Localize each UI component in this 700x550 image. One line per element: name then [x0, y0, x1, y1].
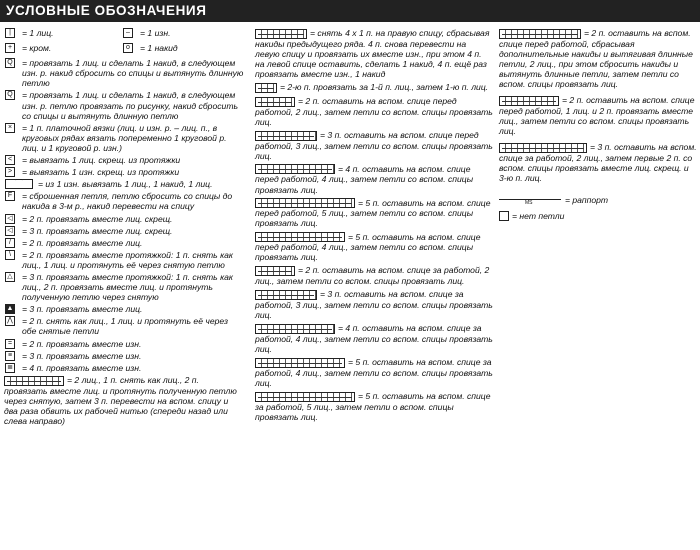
legend-item	[122, 28, 240, 39]
legend-item	[255, 232, 493, 263]
cable-5-5-front-symbol-icon	[255, 198, 355, 208]
legend-text: = 2 п. оставить на вспом. спице перед работой, 2 лиц., затем петли со вспом. спицы провязать лиц.	[255, 95, 493, 127]
legend-item	[255, 357, 493, 388]
legend-text: = 2 п. провязать вместе лиц.	[22, 237, 143, 248]
legend-item	[4, 351, 244, 361]
legend-text: = 1 лиц.	[22, 28, 54, 38]
knit-twisted-bar-symbol-icon: <	[5, 155, 15, 165]
cable-3-3-front-symbol-icon	[255, 131, 317, 141]
yarn-over-symbol-icon: o	[123, 43, 133, 53]
legend-text: = 2 п. провязать вместе лиц. скрещ.	[22, 213, 173, 224]
legend-text: = 1 п. платочной вязки (лиц. и изн. р. – лиц. п., в круговых рядах вязать попеременно 1 круговой р. лиц. и 1 круговой р. изн.)	[22, 122, 227, 153]
legend-column-2	[255, 28, 493, 425]
legend-text: = раппорт	[565, 195, 609, 206]
k2tog-twisted-symbol-icon: ◁	[5, 214, 15, 224]
legend-text: = 5 п. оставить на вспом. спице перед работой, 4 лиц., затем петли со вспом. спицы провязать лиц.	[255, 231, 481, 263]
legend-text: = 2 лиц., 1 п. снять как лиц., 2 п. провязать вместе лиц. и протянуть полученную петлю через снятую, затем 3 п. перевести на вспом. спицу и два раза обвить их рабочей нитью (спереди назад или слева направо)	[4, 374, 237, 426]
legend-item	[255, 289, 493, 320]
legend-text: = 4 п. оставить на вспом. спице перед работой, 4 лиц., затем петли со вспом. спицы провязать лиц.	[255, 163, 474, 195]
legend-text: = 3 п. провязать вместе изн.	[22, 350, 142, 361]
legend-text: = 2 п. оставить на вспом. спице за работой, 2 лиц., затем петли со вспом. спицы провязать лиц.	[255, 265, 490, 287]
legend-text: = 3 п. оставить на вспом. спице за работой, 2 лиц., затем первые 2 п. со вспом. спицы провязать вместе лиц. скрещ. и 3-ю п. лиц.	[499, 142, 697, 184]
legend-item	[4, 123, 244, 153]
cable-5-4-front-symbol-icon	[255, 232, 345, 242]
elongated-loop-pattern-symbol-icon: Q	[5, 90, 15, 100]
dropped-stitch-symbol-icon: F	[5, 191, 15, 201]
cable-5-4-back-symbol-icon	[255, 358, 345, 368]
cable-4-4-front-symbol-icon	[255, 164, 335, 174]
ssk-symbol-icon: \	[5, 250, 15, 260]
legend-text: = 2 п. оставить на вспом. спице перед работой, 1 лиц. и 2 п. провязать вместе лиц., затем петли со вспом. спицы провязать лиц.	[499, 95, 695, 137]
cable-2-2-front-symbol-icon	[255, 97, 295, 107]
k3tog-symbol-icon: ▲	[6, 305, 14, 313]
legend-column-3	[499, 28, 697, 221]
double-decrease-symbol-icon: ⋀	[5, 316, 15, 326]
legend-text: = 3 п. оставить на вспом. спице за работой, 3 лиц., затем петли со вспом. спицы провязать лиц.	[255, 289, 493, 321]
legend-item	[4, 191, 244, 211]
legend-text: = сброшенная петля, петлю сбросить со спицы до накида в 3-м р., накид перевести на спицу	[22, 191, 233, 212]
legend-text: = нет петли	[512, 211, 565, 222]
legend-item	[4, 339, 244, 349]
legend-item	[4, 272, 244, 302]
legend-text: = провязать 1 лиц. и сделать 1 накид, в следующем изн. р. накид сбросить со спицы и вытянуть длинную петлю	[22, 58, 244, 89]
legend-text: = 2 п. провязать вместе изн.	[22, 338, 142, 349]
p2tog-symbol-icon: =	[5, 339, 15, 349]
legend-item	[4, 375, 244, 426]
legend-item	[255, 82, 493, 93]
legend-text: = 2 п. оставить на вспом. спице перед работой, сбрасывая дополнительные накиды и вытягивая длинные петли, 2 лиц., при этом сбросить накиды и вытянуть длинные петли, затем петли со вспом. спицы провязать лиц.	[499, 28, 693, 90]
legend-item	[4, 179, 244, 189]
legend-item	[4, 226, 244, 236]
legend-item	[4, 316, 244, 336]
legend-item	[4, 167, 244, 177]
k2tog-symbol-icon: /	[5, 238, 15, 248]
legend-pair-row	[4, 28, 244, 41]
legend-text: = вывязать 1 лиц. скрещ. из протяжки	[22, 155, 181, 166]
legend-item	[4, 238, 244, 248]
legend-item	[4, 363, 244, 373]
cross-2-symbol-icon	[255, 83, 277, 93]
legend-item	[255, 96, 493, 127]
cable-4-4-back-symbol-icon	[255, 324, 335, 334]
legend-item	[4, 90, 244, 120]
legend-text: = 2-ю п. провязать за 1-й п. лиц., затем 1-ю п. лиц.	[280, 82, 489, 93]
cable-3-3-back-symbol-icon	[255, 290, 317, 300]
purl-twisted-bar-symbol-icon: >	[5, 167, 15, 177]
legend-text: = из 1 изн. вывязать 1 лиц., 1 накид, 1 лиц.	[38, 179, 213, 190]
cable-decrease-front-symbol-icon	[499, 96, 559, 106]
legend-item	[499, 195, 697, 205]
k3tog-twisted-symbol-icon: ◁	[5, 226, 15, 236]
p3tog-symbol-icon: ≡	[5, 351, 15, 361]
legend-item	[4, 214, 244, 224]
legend-text: = 1 изн.	[140, 28, 171, 38]
legend-item	[255, 130, 493, 161]
legend-text: = 4 п. оставить на вспом. спице за работой, 4 лиц., затем петли со вспом. спицы провязать лиц.	[255, 323, 493, 355]
legend-item	[4, 28, 122, 39]
wrapped-group-symbol-icon	[4, 376, 64, 386]
legend-item	[255, 28, 493, 79]
legend-item	[4, 250, 244, 270]
legend-text: = 3 п. провязать вместе лиц. скрещ.	[22, 225, 173, 236]
legend-header	[0, 0, 700, 22]
legend-text: = вывязать 1 изн. скрещ. из протяжки	[22, 167, 180, 178]
legend-title: УСЛОВНЫЕ ОБОЗНАЧЕНИЯ	[6, 3, 207, 18]
legend-text: = 5 п. оставить на вспом. спице за работой, 4 лиц., затем петли со вспом. спицы провязать лиц.	[255, 357, 493, 388]
legend-item	[499, 142, 697, 183]
cable-2-2-back-symbol-icon	[255, 266, 295, 276]
cable-elongated-symbol-icon	[499, 29, 581, 39]
garter-stitch-symbol-icon: ×	[5, 123, 15, 133]
legend-item	[255, 323, 493, 354]
legend-text: = 2 п. снять как лиц., 1 лиц. и протянуть её через обе снятые петли	[22, 316, 229, 337]
elongated-loop-symbol-icon: Q	[5, 58, 15, 68]
increase-3-symbol-icon: ⌒	[5, 179, 33, 189]
no-stitch-symbol-icon	[499, 211, 509, 221]
legend-item	[499, 211, 697, 221]
legend-item	[499, 95, 697, 136]
legend-item	[4, 43, 122, 54]
cluster-4-symbol-icon	[255, 29, 307, 39]
legend-column-1	[4, 28, 244, 428]
legend-text: = 5 п. оставить на вспом. спице за работой, 5 лиц., затем петли о вспом. спицы провязать лиц.	[255, 391, 491, 422]
legend-text: = 3 п. провязать вместе лиц.	[22, 304, 143, 315]
legend-text: = 1 накид	[140, 43, 178, 54]
legend-text: = 3 п. провязать вместе протяжкой: 1 п. снять как лиц., 2 п. провязать вместе лиц. и протянуть полученную петлю через снятую	[22, 271, 233, 303]
sk2p-symbol-icon: △	[5, 272, 15, 282]
legend-text: = снять 4 х 1 п. на правую спицу, сбрасывая накиды предыдущего ряда. 4 п. снова перевести на левую спицу и провязать их вместе изн., при этом 4 п. на левой спице оставить, сделать 1 накид, 4 п. ещё раз провязать вместе изн., 1 накид	[255, 28, 490, 80]
knit-symbol-icon: |	[5, 28, 15, 38]
p4tog-symbol-icon: ≣	[5, 363, 15, 373]
purl-symbol-icon: –	[123, 28, 133, 38]
legend-item	[4, 155, 244, 165]
legend-item	[255, 198, 493, 229]
legend-text: = кром.	[22, 43, 52, 54]
legend-item	[122, 43, 240, 54]
legend-pair-row	[4, 43, 244, 56]
legend-text: = 3 п. оставить на вспом. спице перед работой, 3 лиц., затем петли со вспом. спицы провязать лиц.	[255, 129, 493, 161]
legend-text: = 2 п. провязать вместе протяжкой: 1 п. снять как лиц., 1 лиц. и протянуть её через снятую петлю	[22, 249, 233, 270]
legend-item	[499, 28, 697, 89]
legend-text: = 5 п. оставить на вспом. спице перед работой, 5 лиц., затем петли со вспом. спицы провязать лиц.	[255, 197, 491, 229]
rapport-symbol-icon	[499, 195, 561, 205]
cable-5-5-back-symbol-icon	[255, 392, 355, 402]
legend-text: = провязать 1 лиц. и сделать 1 накид, в следующем изн. р. петлю провязать по рисунку, накид сбросить со спицы и вытянуть длинную петлю	[22, 90, 238, 121]
legend-item	[4, 58, 244, 88]
legend-item	[255, 391, 493, 422]
legend-item	[255, 164, 493, 195]
selvedge-symbol-icon: +	[5, 43, 15, 53]
cable-decrease-back-symbol-icon	[499, 143, 587, 153]
legend-item	[4, 304, 244, 314]
legend-item	[255, 265, 493, 286]
legend-text: MS	[525, 200, 533, 207]
legend-text: = 4 п. провязать вместе изн.	[22, 362, 142, 373]
